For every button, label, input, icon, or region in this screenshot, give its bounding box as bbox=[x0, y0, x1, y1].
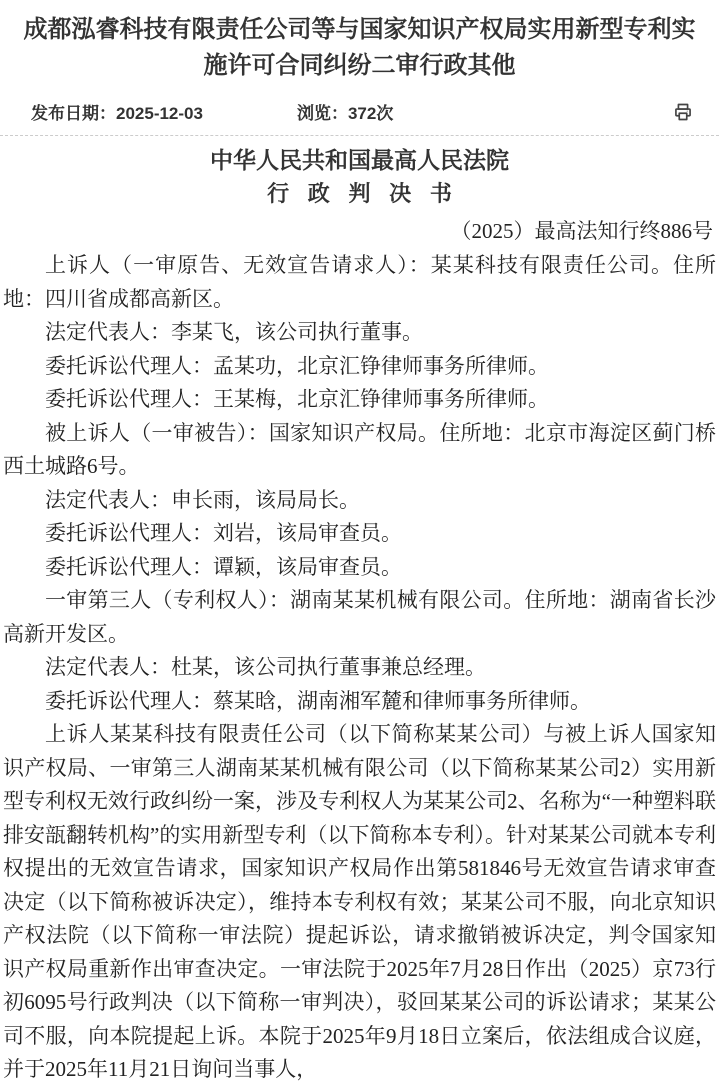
page-title: 成都泓睿科技有限责任公司等与国家知识产权局实用新型专利实施许可合同纠纷二审行政其他 bbox=[23, 16, 696, 79]
paragraph: 上诉人（一审原告、无效宣告请求人）：某某科技有限责任公司。住所地：四川省成都高新区。 bbox=[3, 253, 716, 311]
paragraph: 委托诉讼代理人：刘岩，该局审查员。 bbox=[45, 521, 402, 545]
view-count-label: 浏览： bbox=[296, 104, 348, 123]
meta-bar bbox=[0, 86, 719, 136]
print-button[interactable] bbox=[673, 102, 693, 122]
case-number: （2025）最高法知行终886号 bbox=[450, 219, 713, 243]
document-body bbox=[0, 249, 719, 1087]
judgment-document bbox=[0, 146, 719, 1087]
paragraph: 委托诉讼代理人：王某梅，北京汇铮律师事务所律师。 bbox=[45, 387, 549, 411]
paragraph: 法定代表人：申长雨，该局局长。 bbox=[45, 487, 360, 512]
paragraph: 一审第三人（专利权人）：湖南某某机械有限公司。住所地：湖南省长沙高新开发区。 bbox=[3, 588, 716, 646]
paragraph: 委托诉讼代理人：孟某功，北京汇铮律师事务所律师。 bbox=[45, 353, 549, 378]
view-count-value: 372次 bbox=[347, 104, 394, 123]
publish-date bbox=[31, 99, 203, 124]
paragraph: 委托诉讼代理人：谭颖，该局审查员。 bbox=[45, 554, 402, 579]
paragraph: 被上诉人（一审被告）：国家知识产权局。住所地：北京市海淀区蓟门桥西土城路6号。 bbox=[3, 420, 716, 478]
printer-icon bbox=[673, 110, 693, 125]
paragraph: 上诉人某某科技有限责任公司（以下简称某某公司）与被上诉人国家知识产权局、一审第三人湖南某某机械有限公司（以下简称某某公司2）实用新型专利权无效行政纠纷一案，涉及专利权人为某某公司2、名称为“一种塑料联排安瓿翻转机构”的实用新型专利（以下简称本专利）。针对某某公司就本专利权提出的无效宣告请求，国家知识产权局作出第581846号无效宣告请求审查决定（以下简称被诉决定），维持本专利权有效；某某公司不服，向北京知识产权法院（以下简称一审法院）提起诉讼，请求撤销被诉决定，判令国家知识产权局重新作出审查决定。一审法院于2025年7月28日作出（2025）京73行初6095号行政判决（以下简称一审判决），驳回某某公司的诉讼请求；某某公司不服，向本院提起上诉。本院于2025年9月18日立案后，依法组成合议庭，并于2025年11月21日询问当事人， bbox=[3, 722, 716, 1081]
paragraph: 委托诉讼代理人：蔡某晗，湖南湘军麓和律师事务所律师。 bbox=[45, 688, 591, 713]
document-type-title: 行政判决书 bbox=[267, 181, 471, 206]
paragraph: 法定代表人：杜某，该公司执行董事兼总经理。 bbox=[45, 655, 486, 679]
paragraph: 法定代表人：李某飞，该公司执行董事。 bbox=[45, 320, 423, 344]
publish-date-label: 发布日期： bbox=[31, 104, 116, 123]
view-count bbox=[297, 99, 393, 124]
court-name: 中华人民共和国最高人民法院 bbox=[210, 147, 509, 173]
publish-date-value: 2025-12-03 bbox=[116, 104, 203, 123]
